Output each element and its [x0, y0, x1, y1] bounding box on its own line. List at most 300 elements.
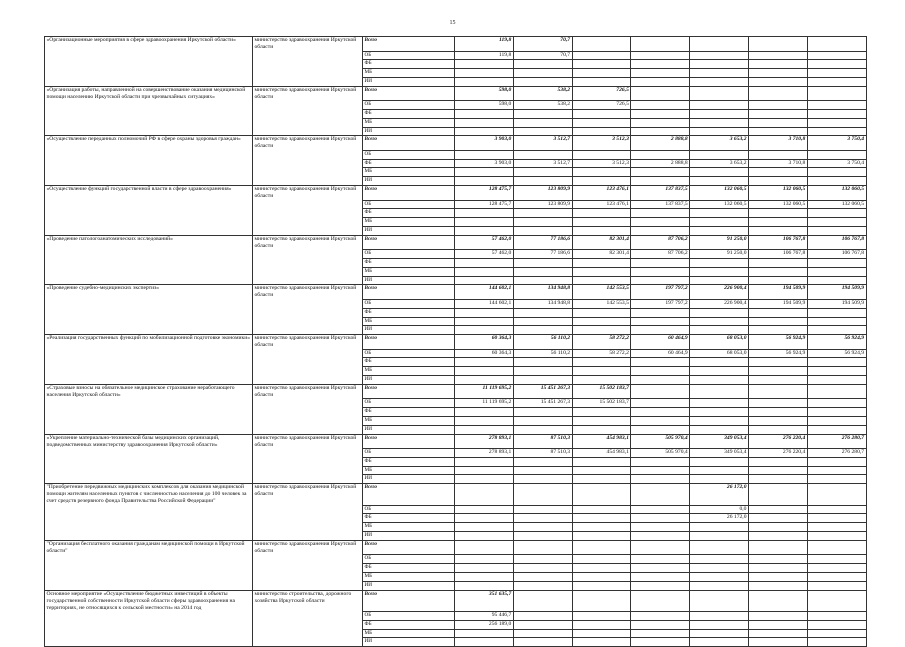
amount-cell: 2 888,8: [631, 136, 690, 151]
event-name: [45, 376, 253, 385]
table-row: [45, 466, 867, 475]
amount-cell: [807, 564, 866, 573]
event-name: [45, 581, 253, 590]
amount-cell: [807, 384, 866, 399]
amount-cell: [631, 326, 690, 335]
amount-cell: 226 900,4: [690, 299, 749, 308]
amount-cell: [572, 564, 631, 573]
amount-cell: [807, 118, 866, 127]
amount-cell: 11 119 695,2: [455, 399, 514, 408]
funding-source: ФБ: [363, 564, 455, 573]
amount-cell: [807, 523, 866, 532]
table-row: [45, 200, 867, 209]
table-row: [45, 484, 867, 506]
amount-cell: 128 475,7: [455, 186, 514, 201]
amount-cell: [807, 326, 866, 335]
funding-source: Всего: [363, 484, 455, 506]
executor: [253, 209, 363, 218]
funding-source: ФБ: [363, 209, 455, 218]
funding-source: ИИ: [363, 581, 455, 590]
amount-cell: [631, 51, 690, 60]
amount-cell: [513, 367, 572, 376]
amount-cell: [690, 523, 749, 532]
amount-cell: [748, 101, 807, 110]
event-name: [45, 514, 253, 523]
funding-source: ФБ: [363, 109, 455, 118]
amount-cell: 351 635,7: [455, 590, 514, 612]
executor: [253, 226, 363, 235]
amount-cell: 3 653,2: [690, 136, 749, 151]
amount-cell: [807, 218, 866, 227]
amount-cell: [631, 555, 690, 564]
amount-cell: 87 706,2: [631, 235, 690, 250]
executor: [253, 267, 363, 276]
event-name: [45, 457, 253, 466]
table-row: [45, 299, 867, 308]
amount-cell: [748, 259, 807, 268]
executor: [253, 218, 363, 227]
amount-cell: [690, 37, 749, 52]
amount-cell: 726,5: [572, 101, 631, 110]
funding-source: Всего: [363, 384, 455, 399]
event-name: "Приобретение передвижных медицинских комплексов для оказания медицинской помощи жителям населенных пунктов с численностью населения до 100 человек за счет средств резервного фонда Правительства Российской Федерации": [45, 484, 253, 506]
amount-cell: [631, 399, 690, 408]
amount-cell: [455, 581, 514, 590]
amount-cell: 77 186,6: [513, 235, 572, 250]
amount-cell: [807, 276, 866, 285]
amount-cell: [631, 226, 690, 235]
executor: [253, 168, 363, 177]
amount-cell: [748, 425, 807, 434]
executor: [253, 69, 363, 78]
funding-source: МБ: [363, 466, 455, 475]
event-name: Основное мероприятие «Осуществление бюджетных инвестиций в объекты государственной собственности Иркутской области сферы здравоохранения на территориях, не относящихся к сельской местности» на 2014 год: [45, 590, 253, 612]
amount-cell: [748, 367, 807, 376]
amount-cell: [690, 168, 749, 177]
table-row: [45, 177, 867, 186]
amount-cell: [807, 638, 866, 647]
amount-cell: [690, 384, 749, 399]
amount-cell: [572, 475, 631, 484]
amount-cell: 132 060,5: [690, 200, 749, 209]
executor: [253, 581, 363, 590]
amount-cell: [572, 457, 631, 466]
funding-source: МБ: [363, 218, 455, 227]
event-name: [45, 358, 253, 367]
amount-cell: [513, 629, 572, 638]
amount-cell: [572, 150, 631, 159]
amount-cell: [572, 514, 631, 523]
amount-cell: [748, 37, 807, 52]
amount-cell: 194 509,9: [807, 299, 866, 308]
funding-source: МБ: [363, 367, 455, 376]
amount-cell: [690, 259, 749, 268]
amount-cell: [572, 326, 631, 335]
executor: [253, 200, 363, 209]
table-row: [45, 514, 867, 523]
amount-cell: [572, 60, 631, 69]
table-row: [45, 416, 867, 425]
amount-cell: [690, 367, 749, 376]
amount-cell: [572, 226, 631, 235]
amount-cell: 144 602,1: [455, 285, 514, 300]
amount-cell: [748, 532, 807, 541]
amount-cell: [455, 416, 514, 425]
event-name: [45, 299, 253, 308]
amount-cell: [807, 150, 866, 159]
funding-source: МБ: [363, 572, 455, 581]
amount-cell: [455, 523, 514, 532]
amount-cell: [572, 69, 631, 78]
amount-cell: [572, 218, 631, 227]
amount-cell: [807, 209, 866, 218]
event-name: [45, 209, 253, 218]
amount-cell: [690, 209, 749, 218]
amount-cell: [572, 177, 631, 186]
amount-cell: [631, 484, 690, 506]
amount-cell: [807, 514, 866, 523]
executor: [253, 612, 363, 621]
executor: [253, 177, 363, 186]
amount-cell: 0,0: [690, 505, 749, 514]
executor: министерство здравоохранения Иркутской области: [253, 434, 363, 449]
amount-cell: [455, 77, 514, 86]
amount-cell: 15 451 267,3: [513, 384, 572, 399]
amount-cell: [807, 532, 866, 541]
amount-cell: 106 767,8: [807, 235, 866, 250]
amount-cell: [748, 267, 807, 276]
funding-source: ОБ: [363, 449, 455, 458]
amount-cell: 137 837,5: [631, 200, 690, 209]
amount-cell: [807, 168, 866, 177]
amount-cell: [807, 77, 866, 86]
executor: министерство здравоохранения Иркутской области: [253, 384, 363, 399]
event-name: [45, 408, 253, 417]
amount-cell: [807, 267, 866, 276]
amount-cell: [748, 358, 807, 367]
table-row: [45, 449, 867, 458]
amount-cell: [513, 620, 572, 629]
amount-cell: [631, 514, 690, 523]
funding-source: ИИ: [363, 638, 455, 647]
event-name: [45, 250, 253, 259]
amount-cell: 15 451 267,3: [513, 399, 572, 408]
funding-source: ФБ: [363, 308, 455, 317]
amount-cell: [572, 376, 631, 385]
table-row: [45, 69, 867, 78]
amount-cell: [690, 127, 749, 136]
event-name: [45, 425, 253, 434]
executor: [253, 416, 363, 425]
amount-cell: [513, 109, 572, 118]
amount-cell: [631, 308, 690, 317]
executor: [253, 349, 363, 358]
amount-cell: [631, 638, 690, 647]
amount-cell: [513, 150, 572, 159]
funding-source: ФБ: [363, 408, 455, 417]
amount-cell: [631, 532, 690, 541]
funding-source: ИИ: [363, 226, 455, 235]
amount-cell: [690, 267, 749, 276]
executor: [253, 620, 363, 629]
amount-cell: 132 060,5: [690, 186, 749, 201]
amount-cell: [572, 209, 631, 218]
table-row: [45, 109, 867, 118]
amount-cell: [807, 555, 866, 564]
amount-cell: [690, 109, 749, 118]
funding-source: ОБ: [363, 51, 455, 60]
amount-cell: [807, 37, 866, 52]
amount-cell: [455, 555, 514, 564]
amount-cell: [807, 475, 866, 484]
amount-cell: [513, 226, 572, 235]
table-row: [45, 505, 867, 514]
amount-cell: 11 119 695,2: [455, 384, 514, 399]
amount-cell: 134 948,8: [513, 299, 572, 308]
funding-source: Всего: [363, 540, 455, 555]
amount-cell: [572, 358, 631, 367]
amount-cell: [631, 276, 690, 285]
amount-cell: [690, 60, 749, 69]
amount-cell: 3 903,0: [455, 159, 514, 168]
table-row: [45, 572, 867, 581]
amount-cell: [631, 37, 690, 52]
table-row: [45, 150, 867, 159]
amount-cell: [513, 581, 572, 590]
funding-source: Всего: [363, 590, 455, 612]
amount-cell: [572, 267, 631, 276]
amount-cell: 134 948,8: [513, 285, 572, 300]
event-name: «Организационные мероприятия в сфере здравоохранения Иркутской области»: [45, 37, 253, 52]
amount-cell: [690, 408, 749, 417]
table-row: [45, 581, 867, 590]
amount-cell: [690, 51, 749, 60]
event-name: [45, 308, 253, 317]
executor: [253, 326, 363, 335]
event-name: «Проведение судебно-медицинских экспертиз»: [45, 285, 253, 300]
executor: [253, 308, 363, 317]
amount-cell: [631, 457, 690, 466]
table-row: [45, 590, 867, 612]
amount-cell: [455, 572, 514, 581]
table-row: [45, 523, 867, 532]
amount-cell: 70,7: [513, 37, 572, 52]
executor: министерство здравоохранения Иркутской области: [253, 186, 363, 201]
amount-cell: [572, 484, 631, 506]
amount-cell: [690, 425, 749, 434]
amount-cell: [631, 218, 690, 227]
amount-cell: [631, 77, 690, 86]
executor: [253, 505, 363, 514]
amount-cell: [455, 69, 514, 78]
table-row: [45, 77, 867, 86]
amount-cell: [513, 416, 572, 425]
table-row: [45, 60, 867, 69]
amount-cell: 197 797,2: [631, 285, 690, 300]
amount-cell: [748, 69, 807, 78]
amount-cell: 276 280,7: [807, 434, 866, 449]
event-name: «Осуществление переданных полномочий РФ в сфере охраны здоровья граждан»: [45, 136, 253, 151]
executor: [253, 572, 363, 581]
table-row: [45, 127, 867, 136]
amount-cell: [455, 60, 514, 69]
amount-cell: [690, 69, 749, 78]
event-name: [45, 51, 253, 60]
event-name: [45, 200, 253, 209]
amount-cell: [807, 367, 866, 376]
amount-cell: [572, 555, 631, 564]
amount-cell: [807, 581, 866, 590]
amount-cell: 137 837,5: [631, 186, 690, 201]
amount-cell: 132 060,5: [807, 186, 866, 201]
amount-cell: [690, 399, 749, 408]
amount-cell: [631, 384, 690, 399]
amount-cell: [631, 408, 690, 417]
amount-cell: [631, 86, 690, 101]
executor: [253, 629, 363, 638]
funding-source: Всего: [363, 235, 455, 250]
amount-cell: [690, 226, 749, 235]
amount-cell: [455, 109, 514, 118]
amount-cell: [631, 60, 690, 69]
amount-cell: [807, 408, 866, 417]
amount-cell: [690, 629, 749, 638]
amount-cell: 15 502 183,7: [572, 399, 631, 408]
amount-cell: [513, 308, 572, 317]
amount-cell: [455, 259, 514, 268]
amount-cell: [807, 505, 866, 514]
amount-cell: 505 970,4: [631, 434, 690, 449]
amount-cell: [631, 118, 690, 127]
event-name: [45, 475, 253, 484]
amount-cell: [690, 317, 749, 326]
amount-cell: [631, 620, 690, 629]
funding-source: ИИ: [363, 425, 455, 434]
executor: [253, 60, 363, 69]
amount-cell: [572, 620, 631, 629]
amount-cell: 598,0: [455, 86, 514, 101]
amount-cell: [631, 581, 690, 590]
amount-cell: [807, 317, 866, 326]
amount-cell: [690, 416, 749, 425]
amount-cell: [807, 629, 866, 638]
amount-cell: [513, 259, 572, 268]
amount-cell: [631, 69, 690, 78]
amount-cell: [807, 399, 866, 408]
executor: [253, 317, 363, 326]
amount-cell: [631, 317, 690, 326]
amount-cell: [748, 572, 807, 581]
amount-cell: [572, 168, 631, 177]
amount-cell: [631, 612, 690, 621]
amount-cell: [690, 581, 749, 590]
funding-source: ОБ: [363, 200, 455, 209]
executor: [253, 358, 363, 367]
amount-cell: 106 767,8: [748, 235, 807, 250]
table-row: [45, 101, 867, 110]
amount-cell: [455, 267, 514, 276]
amount-cell: 538,2: [513, 86, 572, 101]
table-row: [45, 408, 867, 417]
amount-cell: [690, 638, 749, 647]
amount-cell: [748, 505, 807, 514]
amount-cell: [572, 638, 631, 647]
funding-source: ОБ: [363, 612, 455, 621]
amount-cell: [572, 127, 631, 136]
event-name: [45, 532, 253, 541]
amount-cell: 57 462,0: [455, 235, 514, 250]
event-name: [45, 564, 253, 573]
event-name: [45, 612, 253, 621]
table-row: [45, 226, 867, 235]
table-row: [45, 555, 867, 564]
amount-cell: [513, 358, 572, 367]
amount-cell: [513, 408, 572, 417]
event-name: [45, 101, 253, 110]
table-row: [45, 620, 867, 629]
table-row: [45, 629, 867, 638]
amount-cell: [572, 276, 631, 285]
table-row: [45, 349, 867, 358]
amount-cell: [748, 620, 807, 629]
amount-cell: [513, 77, 572, 86]
amount-cell: 56 110,2: [513, 349, 572, 358]
amount-cell: 77 186,6: [513, 250, 572, 259]
event-name: [45, 267, 253, 276]
amount-cell: [455, 629, 514, 638]
amount-cell: [572, 612, 631, 621]
amount-cell: 56 924,9: [807, 335, 866, 350]
amount-cell: [455, 150, 514, 159]
amount-cell: [748, 399, 807, 408]
funding-source: Всего: [363, 186, 455, 201]
amount-cell: [513, 209, 572, 218]
funding-source: ФБ: [363, 358, 455, 367]
amount-cell: 119,8: [455, 37, 514, 52]
amount-cell: [513, 177, 572, 186]
amount-cell: [455, 540, 514, 555]
event-name: «Реализация государственных функций по мобилизационной подготовке экономики»: [45, 335, 253, 350]
amount-cell: [455, 118, 514, 127]
amount-cell: [455, 317, 514, 326]
funding-source: ИИ: [363, 177, 455, 186]
event-name: «Страховые взносы на обязательное медицинское страхование неработающего населения Иркутской области»: [45, 384, 253, 399]
table-row: [45, 399, 867, 408]
amount-cell: [690, 118, 749, 127]
funding-source: ИИ: [363, 77, 455, 86]
amount-cell: [572, 408, 631, 417]
funding-source: ФБ: [363, 60, 455, 69]
amount-cell: 3 710,8: [748, 136, 807, 151]
amount-cell: [748, 60, 807, 69]
amount-cell: 15 502 183,7: [572, 384, 631, 399]
amount-cell: [748, 384, 807, 399]
amount-cell: 3 903,0: [455, 136, 514, 151]
amount-cell: [807, 612, 866, 621]
executor: [253, 523, 363, 532]
amount-cell: [748, 150, 807, 159]
amount-cell: [572, 367, 631, 376]
amount-cell: 276 220,4: [748, 449, 807, 458]
event-name: [45, 555, 253, 564]
funding-source: Всего: [363, 335, 455, 350]
table-row: [45, 317, 867, 326]
amount-cell: 60 464,9: [631, 335, 690, 350]
amount-cell: [748, 416, 807, 425]
executor: [253, 367, 363, 376]
amount-cell: [572, 118, 631, 127]
amount-cell: [690, 77, 749, 86]
